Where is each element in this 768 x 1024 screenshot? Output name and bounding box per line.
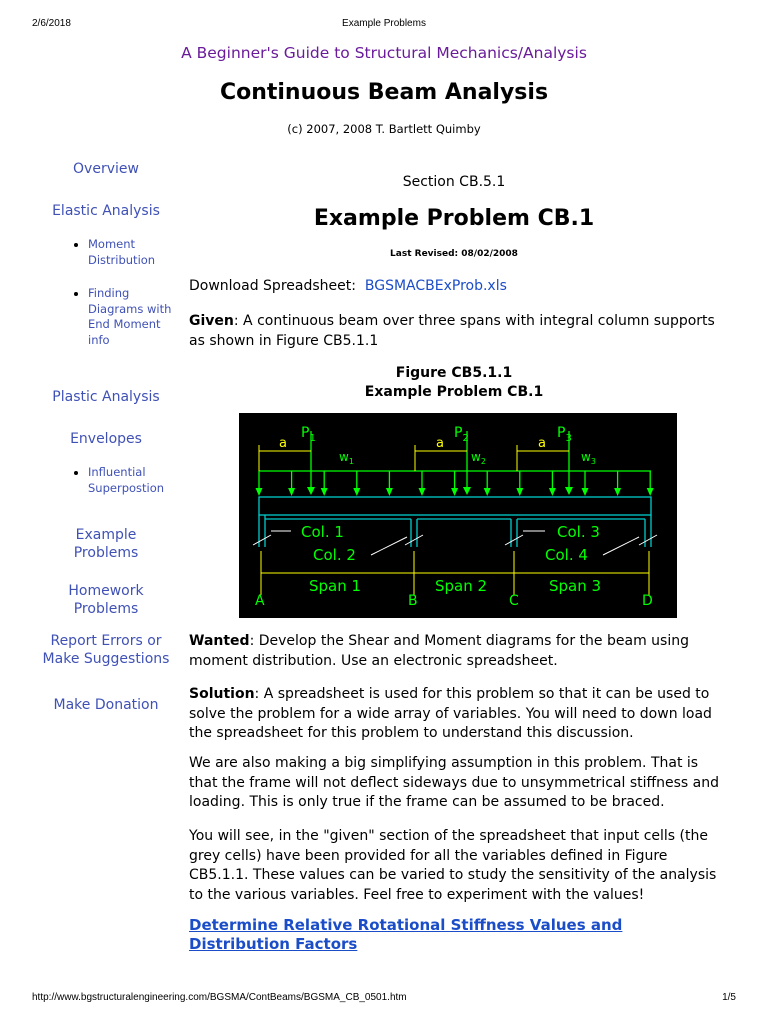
figure-caption-number: Figure CB5.1.1 xyxy=(395,365,513,381)
figure-caption-title: Example Problem CB.1 xyxy=(364,384,544,400)
elastic-sublist xyxy=(78,237,174,348)
udl-arrowhead xyxy=(353,488,360,496)
a-label-3: a xyxy=(538,436,546,451)
section-label: Section CB.5.1 xyxy=(402,174,506,190)
download-line xyxy=(189,277,719,297)
udl-arrowhead xyxy=(256,488,263,496)
udl-arrowhead xyxy=(549,488,556,496)
beam-figure xyxy=(239,413,677,618)
w2-label: $w_2$ xyxy=(471,450,486,466)
udl-arrowhead xyxy=(386,488,393,496)
w3-label: $w_3$ xyxy=(581,450,596,466)
udl-arrowhead xyxy=(647,488,654,496)
print-page-number: 1/5 xyxy=(722,992,736,1003)
copyright: (c) 2007, 2008 T. Bartlett Quimby xyxy=(287,122,481,136)
next-section-link[interactable]: Determine Relative Rotational Stiffness Values and Distribution Factors xyxy=(189,916,623,953)
nav-example-problems[interactable]: Example Problems xyxy=(73,527,139,561)
point-load-p1 xyxy=(301,425,316,495)
nav-report-errors[interactable]: Report Errors or Make Suggestions xyxy=(42,633,170,667)
udl-arrowhead xyxy=(582,488,589,496)
p3-label: $P_3$ xyxy=(557,425,572,444)
support-d: D xyxy=(642,593,653,609)
col1-label: Col. 1 xyxy=(301,523,344,541)
nav-influential-superposition[interactable]: Influential Superpostion xyxy=(78,465,174,496)
download-label: Download Spreadsheet: xyxy=(189,278,356,294)
print-header xyxy=(32,18,736,32)
support-b: B xyxy=(408,593,418,609)
example-title: Example Problem CB.1 xyxy=(313,206,595,231)
wanted-paragraph xyxy=(189,632,719,671)
col4-label: Col. 4 xyxy=(545,546,588,564)
print-title: Example Problems xyxy=(342,18,426,29)
solution-text: : A spreadsheet is used for this problem so that it can be used to solve the problem for a wide array of variables. You will need to down load the spreadsheet for this problem to understand this discussion. xyxy=(189,686,712,741)
page-title: Continuous Beam Analysis xyxy=(219,80,549,105)
print-footer xyxy=(32,992,736,1006)
assumption-paragraph: We are also making a big simplifying assumption in this problem. That is that the frame will not deflect sideways due to unsymmetrical stiffness and loading. This is only true if the frame can be assumed to be braced. xyxy=(189,755,720,810)
given-paragraph xyxy=(189,312,719,351)
given-label: Given xyxy=(189,313,234,329)
nav-make-donation[interactable]: Make Donation xyxy=(53,697,159,713)
solution-paragraph xyxy=(189,685,719,744)
col3-label: Col. 3 xyxy=(557,523,600,541)
nav-finding-diagrams[interactable]: Finding Diagrams with End Moment info xyxy=(78,286,174,348)
site-title: A Beginner's Guide to Structural Mechanics/Analysis xyxy=(181,44,587,62)
nav-elastic-analysis[interactable]: Elastic Analysis xyxy=(52,203,160,219)
udl-arrowhead xyxy=(288,488,295,496)
nav-overview[interactable]: Overview xyxy=(73,161,139,177)
a-label-2: a xyxy=(436,436,444,451)
span3-label: Span 3 xyxy=(549,577,602,595)
udl-arrowhead xyxy=(484,488,491,496)
beam xyxy=(259,497,651,515)
wanted-text: : Develop the Shear and Moment diagrams for the beam using moment distribution. Use an electronic spreadsheet. xyxy=(189,633,689,669)
p2-label: $P_2$ xyxy=(454,425,469,444)
udl-arrowhead xyxy=(419,488,426,496)
distributed-load-arrows xyxy=(256,471,654,496)
udl-arrowhead xyxy=(321,488,328,496)
col2-label: Col. 2 xyxy=(313,546,356,564)
nav-homework-problems[interactable]: Homework Problems xyxy=(68,583,144,617)
point-load-p2 xyxy=(454,425,471,495)
udl-arrowhead xyxy=(516,488,523,496)
point-load-p3 xyxy=(557,425,573,495)
a-label-1: a xyxy=(279,436,287,451)
envelopes-sublist xyxy=(78,465,174,496)
a-dimensions xyxy=(259,445,569,471)
wanted-label: Wanted xyxy=(189,633,250,649)
udl-arrowhead xyxy=(614,488,621,496)
figure-caption xyxy=(189,364,719,402)
nav-envelopes[interactable]: Envelopes xyxy=(70,431,142,447)
print-url: http://www.bgstructuralengineering.com/BGSMA/ContBeams/BGSMA_CB_0501.htm xyxy=(32,992,407,1003)
nav-plastic-analysis[interactable]: Plastic Analysis xyxy=(52,389,160,405)
solution-label: Solution xyxy=(189,686,255,702)
w1-label: $w_1$ xyxy=(339,450,354,466)
udl-arrowhead xyxy=(451,488,458,496)
given-text: : A continuous beam over three spans with integral column supports as shown in Figure CB5.1.1 xyxy=(189,313,715,349)
given-section-paragraph: You will see, in the "given" section of the spreadsheet that input cells (the grey cells) have been provided for all the variables defined in Figure CB5.1.1. These values can be varied to study the sensitivity of the analysis to the various variables. Feel free to experiment with the values! xyxy=(189,828,717,903)
last-revised: Last Revised: 08/02/2008 xyxy=(390,249,518,259)
nav-moment-distribution[interactable]: Moment Distribution xyxy=(78,237,174,268)
support-c: C xyxy=(509,593,519,609)
p1-label: $P_1$ xyxy=(301,425,316,444)
download-spreadsheet-link[interactable]: BGSMACBExProb.xls xyxy=(364,278,507,294)
span1-label: Span 1 xyxy=(309,577,362,595)
support-a: A xyxy=(255,593,265,609)
print-date: 2/6/2018 xyxy=(32,18,71,29)
span2-label: Span 2 xyxy=(435,577,488,595)
